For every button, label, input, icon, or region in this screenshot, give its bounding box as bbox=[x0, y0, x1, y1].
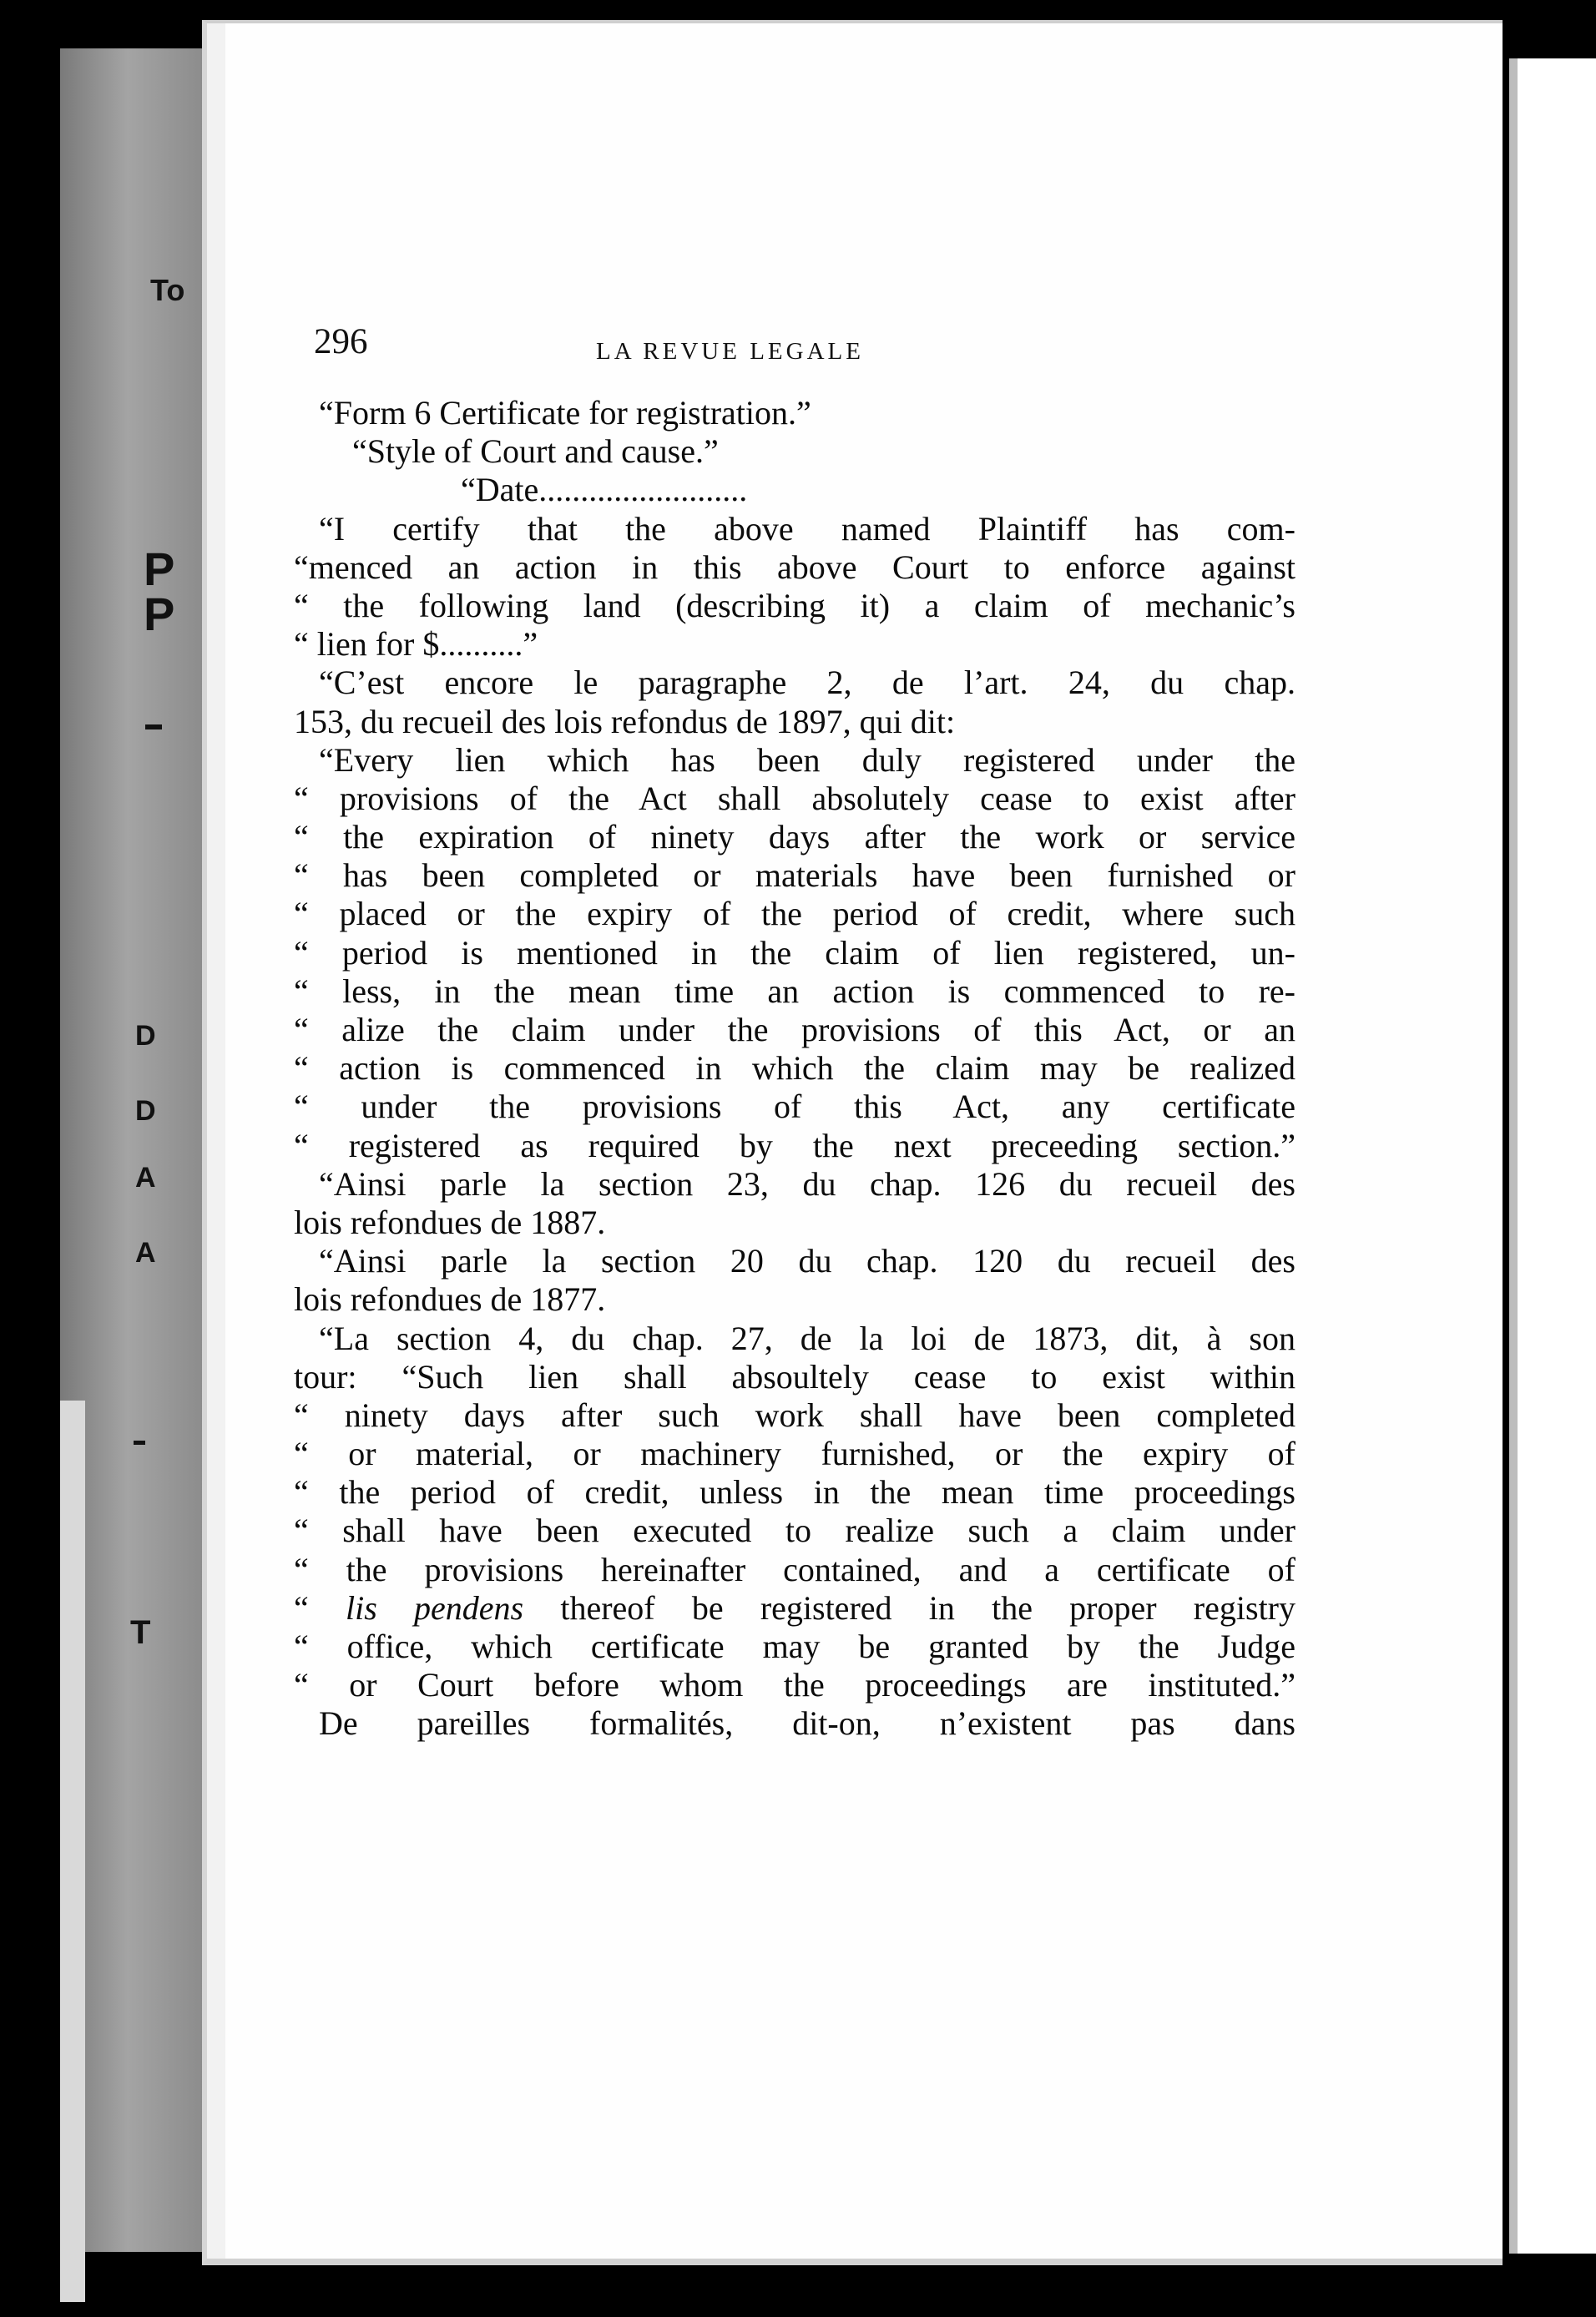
left-fragment: D bbox=[135, 1020, 156, 1052]
text-line: lois refondues de 1877. bbox=[294, 1280, 606, 1319]
left-fragment: A bbox=[135, 1162, 156, 1194]
text-line: “ the expiration of ninety days after the work or service bbox=[294, 818, 1295, 856]
text-line: “Every lien which has been duly registered under the bbox=[319, 740, 1295, 779]
text-line: lois refondues de 1887. bbox=[294, 1203, 606, 1241]
text-line: “ or Court before whom the proceedings are instituted.” bbox=[294, 1666, 1295, 1704]
left-rule bbox=[134, 1441, 145, 1445]
left-fragment: To bbox=[150, 273, 185, 307]
text-line: “ the following land (describing it) a claim of mechanic’s bbox=[294, 586, 1295, 624]
left-fragment: P bbox=[144, 588, 175, 640]
text-line bbox=[294, 1589, 1295, 1628]
right-adjacent-page bbox=[1509, 58, 1596, 2254]
text-line: “ the provisions hereinafter contained, and a certificate of bbox=[294, 1550, 1295, 1588]
text-line: “Ainsi parle la section 23, du chap. 126 du recueil des bbox=[319, 1164, 1295, 1203]
left-adjacent-page bbox=[60, 48, 210, 2252]
text-line: “Style of Court and cause.” bbox=[352, 432, 719, 471]
text-line: “ under the provisions of this Act, any certificate bbox=[294, 1088, 1295, 1126]
text-line: “ alize the claim under the provisions of this Act, or an bbox=[294, 1011, 1295, 1048]
left-page-lower-margin bbox=[60, 1401, 85, 2302]
text-line: De pareilles formalités, dit-on, n’existent pas dans bbox=[319, 1704, 1295, 1743]
text-line: “Ainsi parle la section 20 du chap. 120 du recueil des bbox=[319, 1242, 1295, 1280]
text-line: “ has been completed or materials have been furnished or bbox=[294, 856, 1295, 895]
text-segment: thereof be registered in the proper registry bbox=[523, 1588, 1295, 1627]
text-line: “Date......................... bbox=[461, 471, 748, 509]
text-line: “ less, in the mean time an action is commenced to re- bbox=[294, 972, 1295, 1010]
left-fragment: T bbox=[130, 1614, 151, 1651]
running-head bbox=[314, 321, 1072, 380]
text-line: “ office, which certificate may be granted by the Judge bbox=[294, 1628, 1295, 1665]
left-fragment: A bbox=[135, 1237, 156, 1269]
text-line: tour: “Such lien shall absoultely cease to exist within bbox=[294, 1357, 1295, 1396]
text-line: “ shall have been executed to realize such a claim under bbox=[294, 1512, 1295, 1550]
page-gutter-shadow bbox=[207, 23, 225, 2259]
text-line: “I certify that the above named Plaintiff has com- bbox=[319, 509, 1295, 548]
text-line: “ period is mentioned in the claim of lien registered, un- bbox=[294, 933, 1295, 972]
left-fragment: P bbox=[144, 543, 175, 595]
text-line: “ registered as required by the next preceeding section.” bbox=[294, 1126, 1295, 1164]
text-line: “ lien for $..........” bbox=[294, 625, 538, 664]
text-line: “ or material, or machinery furnished, or the expiry of bbox=[294, 1435, 1295, 1473]
text-line: “ ninety days after such work shall have been completed bbox=[294, 1396, 1295, 1434]
text-line: 153, du recueil des lois refondus de 1897, qui dit: bbox=[294, 702, 956, 740]
text-line: “ action is commenced in which the claim may be realized bbox=[294, 1049, 1295, 1088]
journal-title: LA REVUE LEGALE bbox=[596, 338, 864, 365]
text-line: “ placed or the expiry of the period of credit, where such bbox=[294, 895, 1295, 933]
text-segment: “ bbox=[294, 1588, 346, 1627]
text-line: “C’est encore le paragraphe 2, de l’art. 24, du chap. bbox=[319, 664, 1295, 702]
left-fragment: D bbox=[135, 1095, 156, 1127]
text-line: “ the period of credit, unless in the mean time proceedings bbox=[294, 1473, 1295, 1512]
italic-term: lis pendens bbox=[346, 1588, 524, 1627]
text-line: “menced an action in this above Court to enforce against bbox=[294, 548, 1295, 586]
left-rule bbox=[145, 724, 162, 729]
text-line: “ provisions of the Act shall absolutely cease to exist after bbox=[294, 779, 1295, 817]
page-number: 296 bbox=[314, 322, 368, 361]
body-text bbox=[294, 394, 1295, 1744]
text-line: “Form 6 Certificate for registration.” bbox=[319, 394, 811, 432]
text-line: “La section 4, du chap. 27, de la loi de 1873, dit, à son bbox=[319, 1319, 1295, 1357]
